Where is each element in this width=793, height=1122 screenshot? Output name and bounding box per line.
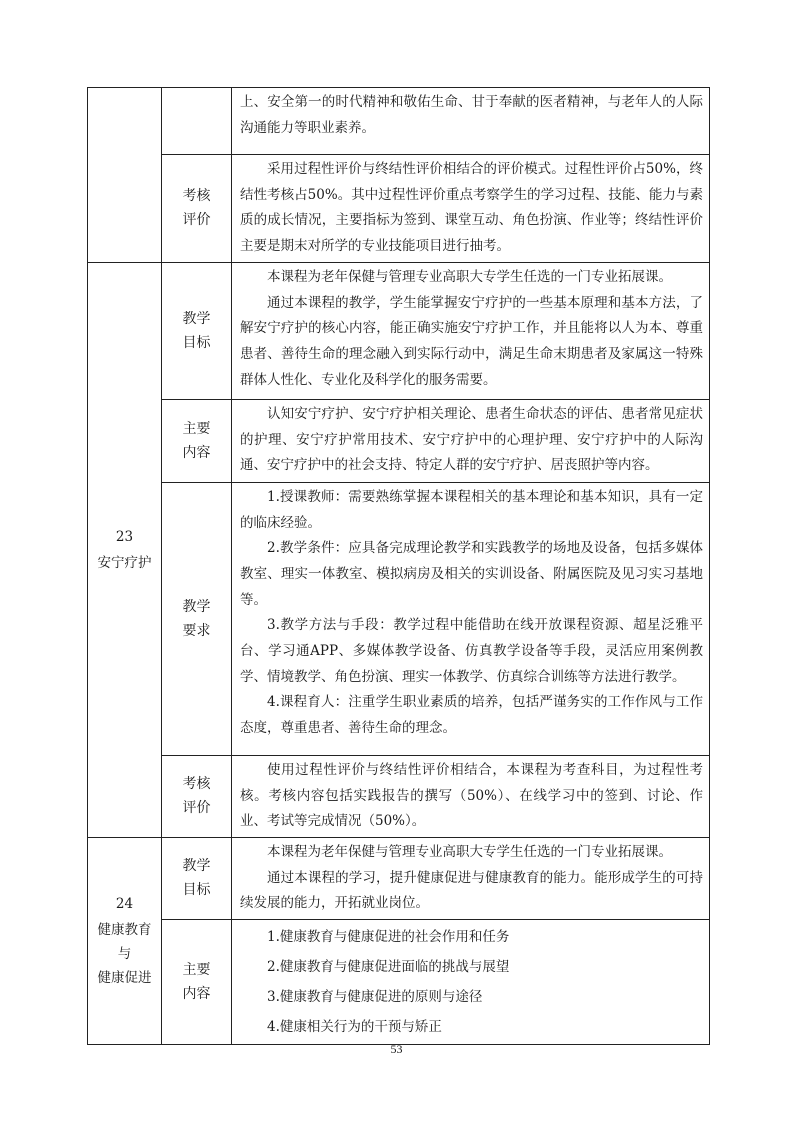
course-cell — [88, 262, 162, 837]
table-row — [88, 399, 710, 482]
content-cell — [232, 837, 710, 919]
table-row — [88, 837, 710, 919]
table-row — [88, 262, 710, 399]
requirement-paragraph: 4.课程育人：注重学生职业素质的培养，包括严谨务实的工作作风与工作态度，尊重患者、善待生命的理念。 — [240, 694, 703, 737]
list-item: 1.健康教育与健康促进的社会作用和任务 — [267, 929, 510, 946]
category-cell — [162, 837, 232, 919]
content-cell — [232, 755, 710, 837]
table-row — [88, 155, 710, 263]
category-cell — [162, 399, 232, 482]
content-cell — [232, 262, 710, 399]
category-label: 考核 — [182, 776, 211, 793]
table-row — [88, 920, 710, 1045]
category-label: 评价 — [182, 212, 211, 229]
course-name: 安宁疗护 — [97, 555, 152, 572]
table-row — [88, 482, 710, 755]
category-label: 内容 — [182, 444, 211, 461]
category-label: 主要 — [182, 420, 211, 437]
category-label: 教学 — [182, 598, 211, 615]
content-cell — [232, 88, 710, 155]
page-number: 53 — [390, 1042, 403, 1056]
category-label: 要求 — [182, 622, 211, 639]
category-label: 评价 — [182, 800, 211, 817]
list-item: 2.健康教育与健康促进面临的挑战与展望 — [267, 959, 510, 976]
requirement-paragraph: 1.授课教师：需要熟练掌握本课程相关的基本理论和基本知识，具有一定的临床经验。 — [240, 488, 703, 531]
assessment-text: 采用过程性评价与终结性评价相结合的评价模式。过程性评价占50%，终结性考核占50%。其中过程性评价重点考察学生的学习过程、技能、能力与素质的成长情况，主要指标为签到、课堂互动、角色扮演、作业等；终结性评价主要是期末对所学的专业技能项目进行抽考。 — [240, 161, 703, 255]
category-cell — [162, 482, 232, 755]
requirement-paragraph: 2.教学条件：应具备完成理论教学和实践教学的场地及设备，包括多媒体教室、理实一体教室、模拟病房及相关的实训设备、附属医院及见习实习基地等。 — [240, 540, 703, 608]
table-row — [88, 755, 710, 837]
requirement-paragraph: 3.教学方法与手段：教学过程中能借助在线开放课程资源、超星泛雅平台、学习通APP、多媒体教学设备、仿真教学设备等手段，灵活应用案例教学、情境教学、角色扮演、理实一体教学、仿真综合训练等方法进行教学。 — [240, 617, 703, 685]
category-label: 目标 — [182, 334, 211, 351]
category-label: 主要 — [182, 962, 211, 979]
goal-paragraph: 通过本课程的教学，学生能掌握安宁疗护的一些基本原理和基本方法，了解安宁疗护的核心内容，能正确实施安宁疗护工作，并且能将以人为本、尊重患者、善待生命的理念融入到实际行动中，满足生命末期患者及家属这一特殊群体人性化、专业化及科学化的服务需要。 — [240, 294, 703, 388]
category-cell-empty — [162, 88, 232, 155]
course-name: 与 — [117, 946, 132, 963]
content-text: 认知安宁疗护、安宁疗护相关理论、患者生命状态的评估、患者常见症状的护理、安宁疗护常用技术、安宁疗护中的心理护理、安宁疗护中的人际沟通、安宁疗护中的社会支持、特定人群的安宁疗护、居丧照护等内容。 — [240, 405, 703, 474]
content-cell — [232, 482, 710, 755]
goal-paragraph: 本课程为老年保健与管理专业高职大专学生任选的一门专业拓展课。 — [267, 843, 672, 860]
course-number: 24 — [115, 896, 134, 913]
category-cell — [162, 262, 232, 399]
curriculum-table — [87, 87, 710, 1045]
category-cell — [162, 155, 232, 263]
content-cell — [232, 920, 710, 1045]
category-label: 内容 — [182, 986, 211, 1003]
category-label: 目标 — [182, 882, 211, 899]
list-item: 3.健康教育与健康促进的原则与途径 — [267, 989, 483, 1006]
course-cell-empty — [88, 88, 162, 263]
continuation-text: 上、安全第一的时代精神和敬佑生命、甘于奉献的医者精神，与老年人的人际沟通能力等职业素养。 — [240, 94, 703, 136]
assessment-text: 使用过程性评价与终结性评价相结合，本课程为考查科目，为过程性考核。考核内容包括实践报告的撰写（50%）、在线学习中的签到、讨论、作业、考试等完成情况（50%）。 — [240, 761, 703, 830]
category-cell — [162, 920, 232, 1045]
category-label: 教学 — [182, 858, 211, 875]
category-cell — [162, 755, 232, 837]
goal-paragraph: 本课程为老年保健与管理专业高职大专学生任选的一门专业拓展课。 — [267, 268, 672, 285]
course-name: 健康促进 — [97, 970, 152, 987]
content-cell — [232, 399, 710, 482]
course-cell — [88, 837, 162, 1044]
goal-paragraph: 通过本课程的学习，提升健康促进与健康教育的能力。能形成学生的可持续发展的能力，开拓就业岗位。 — [240, 869, 703, 912]
list-item: 4.健康相关行为的干预与矫正 — [267, 1019, 442, 1036]
category-label: 教学 — [182, 310, 211, 327]
course-number: 23 — [115, 529, 134, 546]
category-label: 考核 — [182, 188, 211, 205]
table-row — [88, 88, 710, 155]
content-cell — [232, 155, 710, 263]
course-name: 健康教育 — [97, 922, 152, 939]
